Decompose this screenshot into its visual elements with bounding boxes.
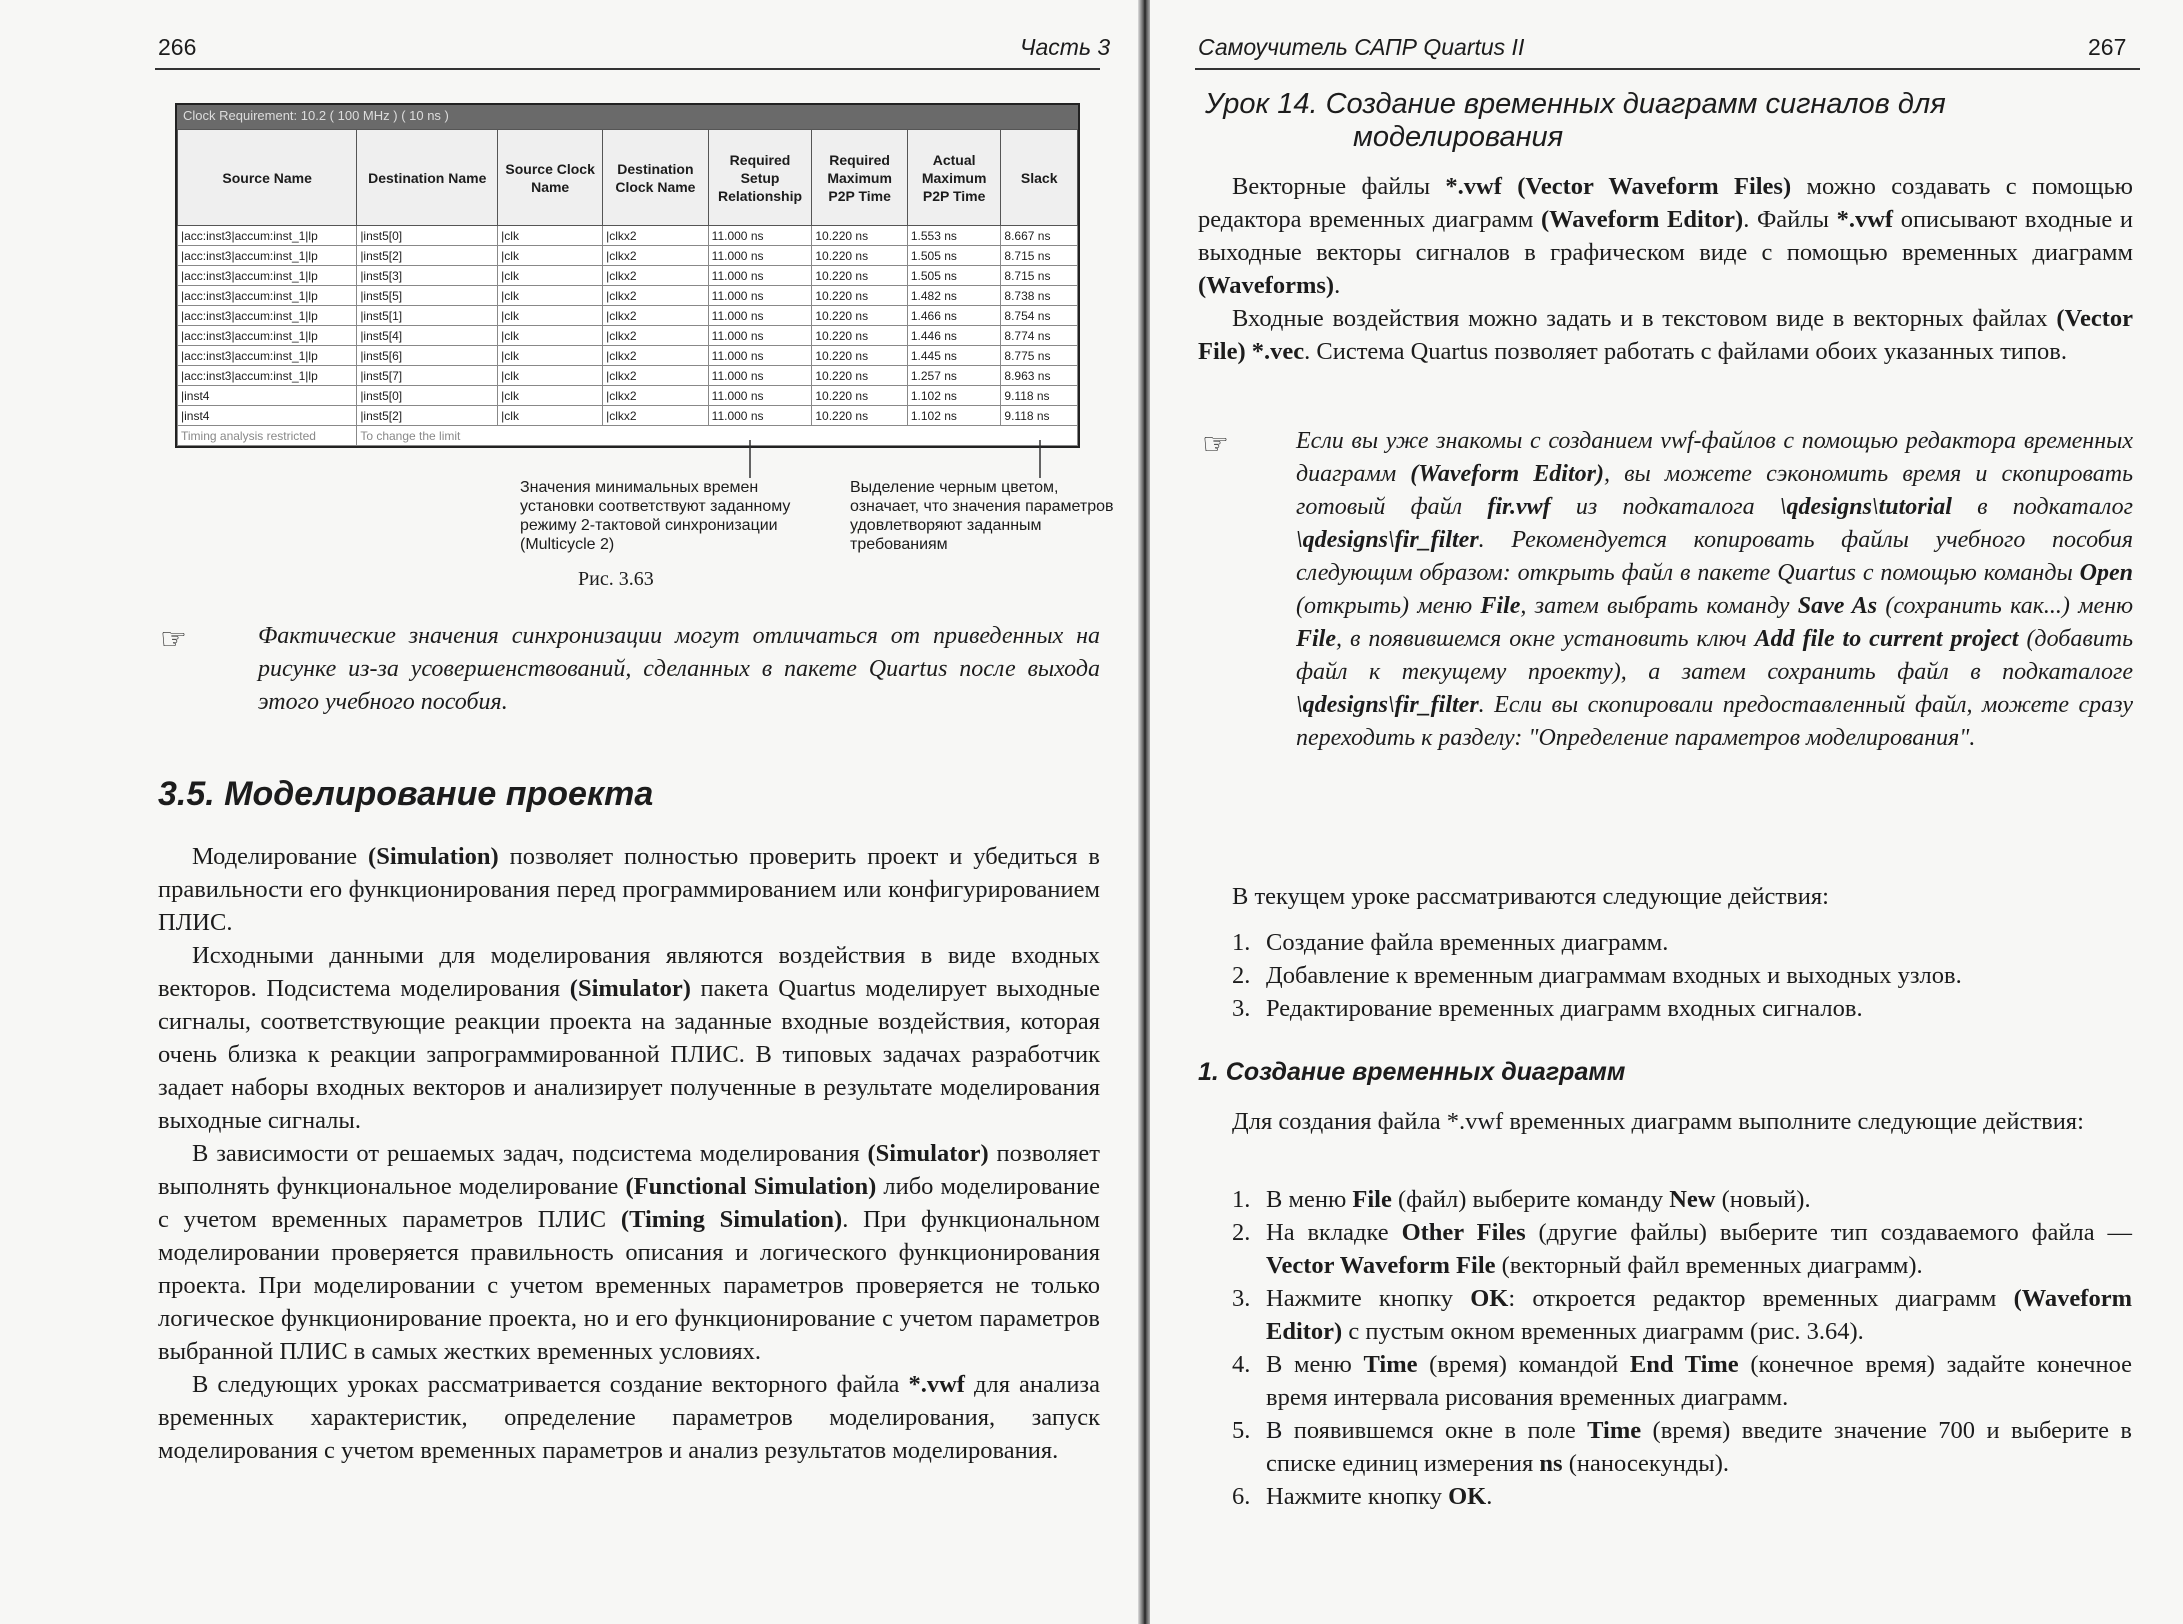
page-number-left: 266 bbox=[158, 34, 197, 60]
text-run: Нажмите кнопку bbox=[1266, 1285, 1471, 1312]
table-cell: 10.220 ns bbox=[812, 386, 908, 406]
emphasis-text: (Simulation) bbox=[368, 843, 499, 870]
text-run: . Рекомендуется копировать файлы учебного пособия следующим образом: открыть файл в пакете Quartus с помощью команды bbox=[1296, 527, 2133, 586]
page-number-right: 267 bbox=[2088, 34, 2127, 60]
column-header: Slack bbox=[1001, 130, 1078, 226]
table-cell: 8.775 ns bbox=[1001, 346, 1078, 366]
list-number: 6. bbox=[1232, 1483, 1251, 1510]
pointing-hand-icon-right: ☞ bbox=[1202, 427, 1229, 462]
emphasis-text: New bbox=[1669, 1186, 1716, 1213]
table-cell: 10.220 ns bbox=[812, 226, 908, 246]
table-cell: 1.102 ns bbox=[907, 386, 1001, 406]
table-cell: |clkx2 bbox=[603, 366, 709, 386]
text-run: (сохранить как...) меню bbox=[1877, 593, 2133, 619]
table-cell: 8.774 ns bbox=[1001, 326, 1078, 346]
table-cell: 1.482 ns bbox=[907, 286, 1001, 306]
text-run: В появившемся окне в поле bbox=[1266, 1417, 1588, 1444]
emphasis-text: File bbox=[1480, 593, 1521, 619]
note-left: Фактические значения синхронизации могут отличаться от приведенных на рисунке из-за усовершенствований, сделанных в пакете Quartus после выхода этого учебного пособия. bbox=[258, 623, 1100, 715]
table-title: Clock Requirement: 10.2 ( 100 MHz ) ( 10 ns ) bbox=[177, 105, 1078, 129]
table-cell: 8.715 ns bbox=[1001, 266, 1078, 286]
list-item bbox=[1232, 1183, 2132, 1216]
table-cell: |inst5[3] bbox=[357, 266, 498, 286]
list-item bbox=[1232, 1216, 2132, 1282]
table-cell: 11.000 ns bbox=[708, 326, 812, 346]
table-cell: 11.000 ns bbox=[708, 226, 812, 246]
left-body-text bbox=[158, 840, 1100, 1467]
list-text bbox=[1266, 1348, 2132, 1414]
paragraph bbox=[158, 1368, 1100, 1467]
emphasis-text: (Waveform Editor) bbox=[1410, 461, 1604, 487]
list-item bbox=[1232, 1282, 2132, 1348]
table-cell: |acc:inst3|accum:inst_1|lp bbox=[178, 246, 357, 266]
table-cell: 11.000 ns bbox=[708, 386, 812, 406]
emphasis-text: (Waveform Editor) bbox=[1266, 1285, 2132, 1345]
list-number: 1. bbox=[1232, 1186, 1251, 1213]
table-cell: |acc:inst3|accum:inst_1|lp bbox=[178, 226, 357, 246]
header-rule-right bbox=[1195, 68, 2140, 70]
text-run: (наносекунды). bbox=[1562, 1450, 1730, 1477]
list-number: 3. bbox=[1232, 995, 1251, 1022]
emphasis-text: File bbox=[1296, 626, 1336, 652]
text-run: (открыть) меню bbox=[1296, 593, 1481, 619]
list-item bbox=[1232, 959, 2132, 992]
text-run: Если вы уже знакомы с созданием vwf-файлов с помощью редактора временных диаграмм bbox=[1296, 428, 2133, 487]
emphasis-text: \qdesigns\fir_filter bbox=[1296, 692, 1479, 718]
table-cell: 10.220 ns bbox=[812, 346, 908, 366]
table-cell: 10.220 ns bbox=[812, 326, 908, 346]
section-title: 3.5. Моделирование проекта bbox=[158, 775, 654, 813]
figure-label: Рис. 3.63 bbox=[578, 568, 654, 590]
emphasis-text: *.vwf bbox=[1836, 206, 1894, 233]
text-run: , затем выбрать команду bbox=[1520, 593, 1798, 619]
list-item bbox=[1232, 992, 2132, 1025]
text-run: (другие файлы) выберите тип создаваемого файла — bbox=[1525, 1219, 2132, 1246]
list-number: 3. bbox=[1232, 1285, 1251, 1312]
steps-list bbox=[1232, 1183, 2132, 1513]
list-number: 2. bbox=[1232, 962, 1251, 989]
table-cell: 10.220 ns bbox=[812, 286, 908, 306]
table-cell: 10.220 ns bbox=[812, 306, 908, 326]
text-run: , вы можете сэкономить время и скопировать готовый файл bbox=[1296, 461, 2134, 520]
pointing-hand-icon: ☞ bbox=[160, 622, 187, 657]
emphasis-text: Add file to current project bbox=[1754, 626, 2019, 652]
emphasis-text: Time bbox=[1587, 1417, 1642, 1444]
emphasis-text: OK bbox=[1448, 1483, 1487, 1510]
text-run: . bbox=[1486, 1483, 1493, 1510]
emphasis-text: (Simulator) bbox=[569, 975, 691, 1002]
table-cell: |inst5[4] bbox=[357, 326, 498, 346]
table-cell: |clk bbox=[498, 366, 603, 386]
text-run: либо моделирование с учетом временных параметров ПЛИС bbox=[158, 1173, 1100, 1233]
list-text bbox=[1266, 1282, 2132, 1348]
text-run: : откроется редактор временных диаграмм bbox=[1508, 1285, 2014, 1312]
caption-black-highlight: Выделение черным цветом, означает, что значения параметров удовлетворяют заданным требованиям bbox=[850, 479, 1114, 553]
text-run: Векторные файлы bbox=[1232, 173, 1446, 200]
paragraph bbox=[158, 1137, 1100, 1368]
paragraph bbox=[1198, 302, 2133, 368]
emphasis-text: \qdesigns\fir_filter bbox=[1296, 527, 1479, 553]
subsection-title: 1. Создание временных диаграмм bbox=[1198, 1058, 1626, 1086]
emphasis-text: Vector Waveform File bbox=[1266, 1252, 1496, 1279]
text-run: пакета Quartus моделирует выходные сигналы, соответствующие реакции проекта на заданные входные воздействия, которая очень близка к реакции запрограммированной ПЛИС. В типовых задачах разработчик задает наборы входных векторов и анализирует полученные в результате моделирования выходные сигналы. bbox=[158, 975, 1101, 1134]
text-run: . bbox=[1334, 272, 1341, 299]
text-run: (конечное время) задайте конечное время интервала рисования временных диаграмм. bbox=[1266, 1351, 2133, 1411]
footer-left: Timing analysis restricted bbox=[178, 426, 357, 446]
emphasis-text: Other Files bbox=[1401, 1219, 1526, 1246]
text-run: позволяет выполнять функциональное моделирование bbox=[158, 1140, 1100, 1200]
text-run: Моделирование bbox=[192, 843, 369, 870]
table-cell: |clk bbox=[498, 406, 603, 426]
actions-intro: В текущем уроке рассматриваются следующие действия: bbox=[1232, 883, 1829, 910]
text-run: . Система Quartus позволяет работать с файлами обоих указанных типов. bbox=[1304, 338, 2067, 365]
text-run: из подкаталога bbox=[1550, 494, 1780, 520]
table-cell: |clkx2 bbox=[603, 326, 709, 346]
table-cell: 11.000 ns bbox=[708, 246, 812, 266]
list-number: 2. bbox=[1232, 1219, 1251, 1246]
list-text bbox=[1266, 1216, 2132, 1282]
text-run: (новый). bbox=[1715, 1186, 1811, 1213]
table-cell: |inst4 bbox=[178, 386, 357, 406]
table-cell: 1.553 ns bbox=[907, 226, 1001, 246]
table-cell: 8.754 ns bbox=[1001, 306, 1078, 326]
text-run: . При функциональном моделировании проверяется правильность описания и логического функционирования проекта. При моделировании с учетом временных параметров проверяется не только логическое функционирование проекта, но и его функционирование с учетом параметров выбранной ПЛИС в самых жестких временных условиях. bbox=[158, 1206, 1101, 1365]
emphasis-text: \qdesigns\tutorial bbox=[1779, 494, 1952, 520]
steps-intro: Для создания файла *.vwf временных диаграмм выполните следующие действия: bbox=[1232, 1108, 2084, 1135]
emphasis-text: fir.vwf bbox=[1487, 494, 1551, 520]
table-cell: |acc:inst3|accum:inst_1|lp bbox=[178, 346, 357, 366]
table-cell: 10.220 ns bbox=[812, 366, 908, 386]
table-cell: |clk bbox=[498, 386, 603, 406]
table-cell: 11.000 ns bbox=[708, 306, 812, 326]
emphasis-text: (Waveforms) bbox=[1198, 272, 1335, 299]
table-cell: 9.118 ns bbox=[1001, 406, 1078, 426]
paragraph bbox=[1198, 170, 2133, 302]
list-item bbox=[1232, 1348, 2132, 1414]
emphasis-text: *.vwf (Vector Waveform Files) bbox=[1445, 173, 1792, 200]
table-cell: |inst5[0] bbox=[357, 226, 498, 246]
running-head-left: Часть 3 bbox=[1020, 34, 1111, 60]
list-item bbox=[1232, 926, 2132, 959]
table-cell: |clk bbox=[498, 266, 603, 286]
table-cell: 1.257 ns bbox=[907, 366, 1001, 386]
emphasis-text: ns bbox=[1539, 1450, 1563, 1477]
column-header: Destination Clock Name bbox=[603, 130, 709, 226]
text-run: В зависимости от решаемых задач, подсистема моделирования bbox=[192, 1140, 868, 1167]
column-header: Required Maximum P2P Time bbox=[812, 130, 908, 226]
list-item bbox=[1232, 1414, 2132, 1480]
list-text bbox=[1266, 1414, 2132, 1480]
table-cell: |inst5[0] bbox=[357, 386, 498, 406]
table-cell: 1.102 ns bbox=[907, 406, 1001, 426]
table-cell: 11.000 ns bbox=[708, 366, 812, 386]
emphasis-text: (Timing Simulation) bbox=[620, 1206, 843, 1233]
text-run: в подкаталог bbox=[1951, 494, 2134, 520]
list-text: Редактирование временных диаграмм входных сигналов. bbox=[1266, 995, 1863, 1022]
right-intro-text bbox=[1198, 170, 2133, 368]
table-cell: 1.466 ns bbox=[907, 306, 1001, 326]
table-cell: |acc:inst3|accum:inst_1|lp bbox=[178, 366, 357, 386]
right-page bbox=[1150, 0, 2183, 1624]
emphasis-text: Save As bbox=[1797, 593, 1878, 619]
column-header: Source Clock Name bbox=[498, 130, 603, 226]
text-run: для анализа временных характеристик, определение параметров моделирования, запуск моделирования с учетом временных параметров и анализ результатов моделирования. bbox=[158, 1371, 1100, 1464]
table-cell: |clkx2 bbox=[603, 386, 709, 406]
table-cell: |clkx2 bbox=[603, 406, 709, 426]
text-run: описывают входные и выходные векторы сигналов в графическом виде с помощью временных диаграмм bbox=[1198, 206, 2133, 266]
list-text: Создание файла временных диаграмм. bbox=[1266, 929, 1669, 956]
text-run: Нажмите кнопку bbox=[1266, 1483, 1449, 1510]
table-cell: |inst5[2] bbox=[357, 406, 498, 426]
emphasis-text: End Time bbox=[1629, 1351, 1739, 1378]
emphasis-text: (Waveform Editor) bbox=[1540, 206, 1744, 233]
text-run: можно создавать с помощью редактора временных диаграмм bbox=[1198, 173, 2133, 233]
table-cell: |clkx2 bbox=[603, 226, 709, 246]
text-run: (векторный файл временных диаграмм). bbox=[1495, 1252, 1923, 1279]
text-run: . Файлы bbox=[1743, 206, 1837, 233]
list-number: 1. bbox=[1232, 929, 1251, 956]
text-run: В следующих уроках рассматривается создание векторного файла bbox=[192, 1371, 909, 1398]
emphasis-text: Time bbox=[1363, 1351, 1418, 1378]
text-run: (файл) выберите команду bbox=[1391, 1186, 1670, 1213]
table-cell: 1.505 ns bbox=[907, 246, 1001, 266]
table-cell: 8.715 ns bbox=[1001, 246, 1078, 266]
table-cell: 1.505 ns bbox=[907, 266, 1001, 286]
table-cell: |clk bbox=[498, 286, 603, 306]
table-cell: 11.000 ns bbox=[708, 406, 812, 426]
text-run: . Если вы скопировали предоставленный файл, можете сразу переходить к разделу: "Определение параметров моделирования". bbox=[1296, 692, 2133, 751]
text-run: Входные воздействия можно задать и в текстовом виде в векторных файлах bbox=[1232, 305, 2057, 332]
emphasis-text: Open bbox=[2079, 560, 2133, 586]
table-cell: 1.446 ns bbox=[907, 326, 1001, 346]
table-cell: |acc:inst3|accum:inst_1|lp bbox=[178, 326, 357, 346]
table-cell: |clk bbox=[498, 246, 603, 266]
table-cell: |inst5[1] bbox=[357, 306, 498, 326]
table-cell: |inst5[5] bbox=[357, 286, 498, 306]
table-cell: 1.445 ns bbox=[907, 346, 1001, 366]
list-number: 4. bbox=[1232, 1351, 1251, 1378]
table-cell: |acc:inst3|accum:inst_1|lp bbox=[178, 286, 357, 306]
table-cell: |clkx2 bbox=[603, 346, 709, 366]
note-right bbox=[1296, 425, 2133, 755]
table-cell: 8.738 ns bbox=[1001, 286, 1078, 306]
table-cell: |acc:inst3|accum:inst_1|lp bbox=[178, 266, 357, 286]
table-cell: |acc:inst3|accum:inst_1|lp bbox=[178, 306, 357, 326]
table-cell: 11.000 ns bbox=[708, 346, 812, 366]
running-head-right: Самоучитель САПР Quartus II bbox=[1198, 34, 1525, 60]
table-cell: |clkx2 bbox=[603, 286, 709, 306]
table-cell: 11.000 ns bbox=[708, 266, 812, 286]
table-cell: 8.963 ns bbox=[1001, 366, 1078, 386]
callout-lines bbox=[0, 0, 1140, 500]
table-cell: |inst5[2] bbox=[357, 246, 498, 266]
table-cell: |clk bbox=[498, 306, 603, 326]
column-header: Source Name bbox=[178, 130, 357, 226]
table-cell: 8.667 ns bbox=[1001, 226, 1078, 246]
table-cell: 9.118 ns bbox=[1001, 386, 1078, 406]
actions-list bbox=[1232, 926, 2132, 1025]
table-cell: |clkx2 bbox=[603, 306, 709, 326]
list-item bbox=[1232, 1480, 2132, 1513]
text-run: В меню bbox=[1266, 1186, 1353, 1213]
emphasis-text: (Vector File) *.vec bbox=[1198, 305, 2133, 365]
table-cell: 10.220 ns bbox=[812, 246, 908, 266]
table-cell: |clk bbox=[498, 326, 603, 346]
text-run: На вкладке bbox=[1266, 1219, 1402, 1246]
paragraph bbox=[158, 840, 1100, 939]
list-text bbox=[1266, 1480, 2132, 1513]
list-text: Добавление к временным диаграммам входных и выходных узлов. bbox=[1266, 962, 1962, 989]
text-run: Исходными данными для моделирования являются воздействия в виде входных векторов. Подсистема моделирования bbox=[158, 942, 1100, 1002]
emphasis-text: (Functional Simulation) bbox=[625, 1173, 877, 1200]
table-cell: |inst4 bbox=[178, 406, 357, 426]
table-cell: 10.220 ns bbox=[812, 266, 908, 286]
column-header: Destination Name bbox=[357, 130, 498, 226]
text-run: (время) командой bbox=[1417, 1351, 1630, 1378]
table-cell: |clk bbox=[498, 346, 603, 366]
table-cell: |clkx2 bbox=[603, 246, 709, 266]
footer-right: To change the limit bbox=[357, 426, 1078, 446]
text-run: (добавить файл к текущему проекту), а затем сохранить файл в подкаталоге bbox=[1296, 626, 2134, 685]
text-run: с пустым окном временных диаграмм (рис. 3.64). bbox=[1342, 1318, 1864, 1345]
table-cell: 10.220 ns bbox=[812, 406, 908, 426]
text-run: (время) введите значение 700 и выберите в списке единиц измерения bbox=[1266, 1417, 2132, 1477]
table-cell: |clk bbox=[498, 226, 603, 246]
list-text bbox=[1266, 1183, 2132, 1216]
table-cell: |inst5[6] bbox=[357, 346, 498, 366]
text-run: В меню bbox=[1266, 1351, 1364, 1378]
caption-min-setup: Значения минимальных времен установки соответствуют заданному режиму 2-тактовой синхронизации (Multicycle 2) bbox=[520, 479, 791, 553]
text-run: , в появившемся окне установить ключ bbox=[1336, 626, 1755, 652]
list-number: 5. bbox=[1232, 1417, 1251, 1444]
emphasis-text: OK bbox=[1470, 1285, 1509, 1312]
emphasis-text: *.vwf bbox=[908, 1371, 965, 1398]
table-cell: |inst5[7] bbox=[357, 366, 498, 386]
column-header: Actual Maximum P2P Time bbox=[907, 130, 1001, 226]
column-header: Required Setup Relationship bbox=[708, 130, 812, 226]
table-cell: |clkx2 bbox=[603, 266, 709, 286]
lesson-title: Урок 14. Создание временных диаграмм сигналов для моделирования bbox=[1205, 88, 1946, 153]
emphasis-text: (Simulator) bbox=[867, 1140, 989, 1167]
paragraph bbox=[158, 939, 1100, 1137]
emphasis-text: File bbox=[1352, 1186, 1392, 1213]
table-cell: 11.000 ns bbox=[708, 286, 812, 306]
text-run: позволяет полностью проверить проект и убедиться в правильности его функционирования перед программированием или конфигурированием ПЛИС. bbox=[158, 843, 1100, 936]
